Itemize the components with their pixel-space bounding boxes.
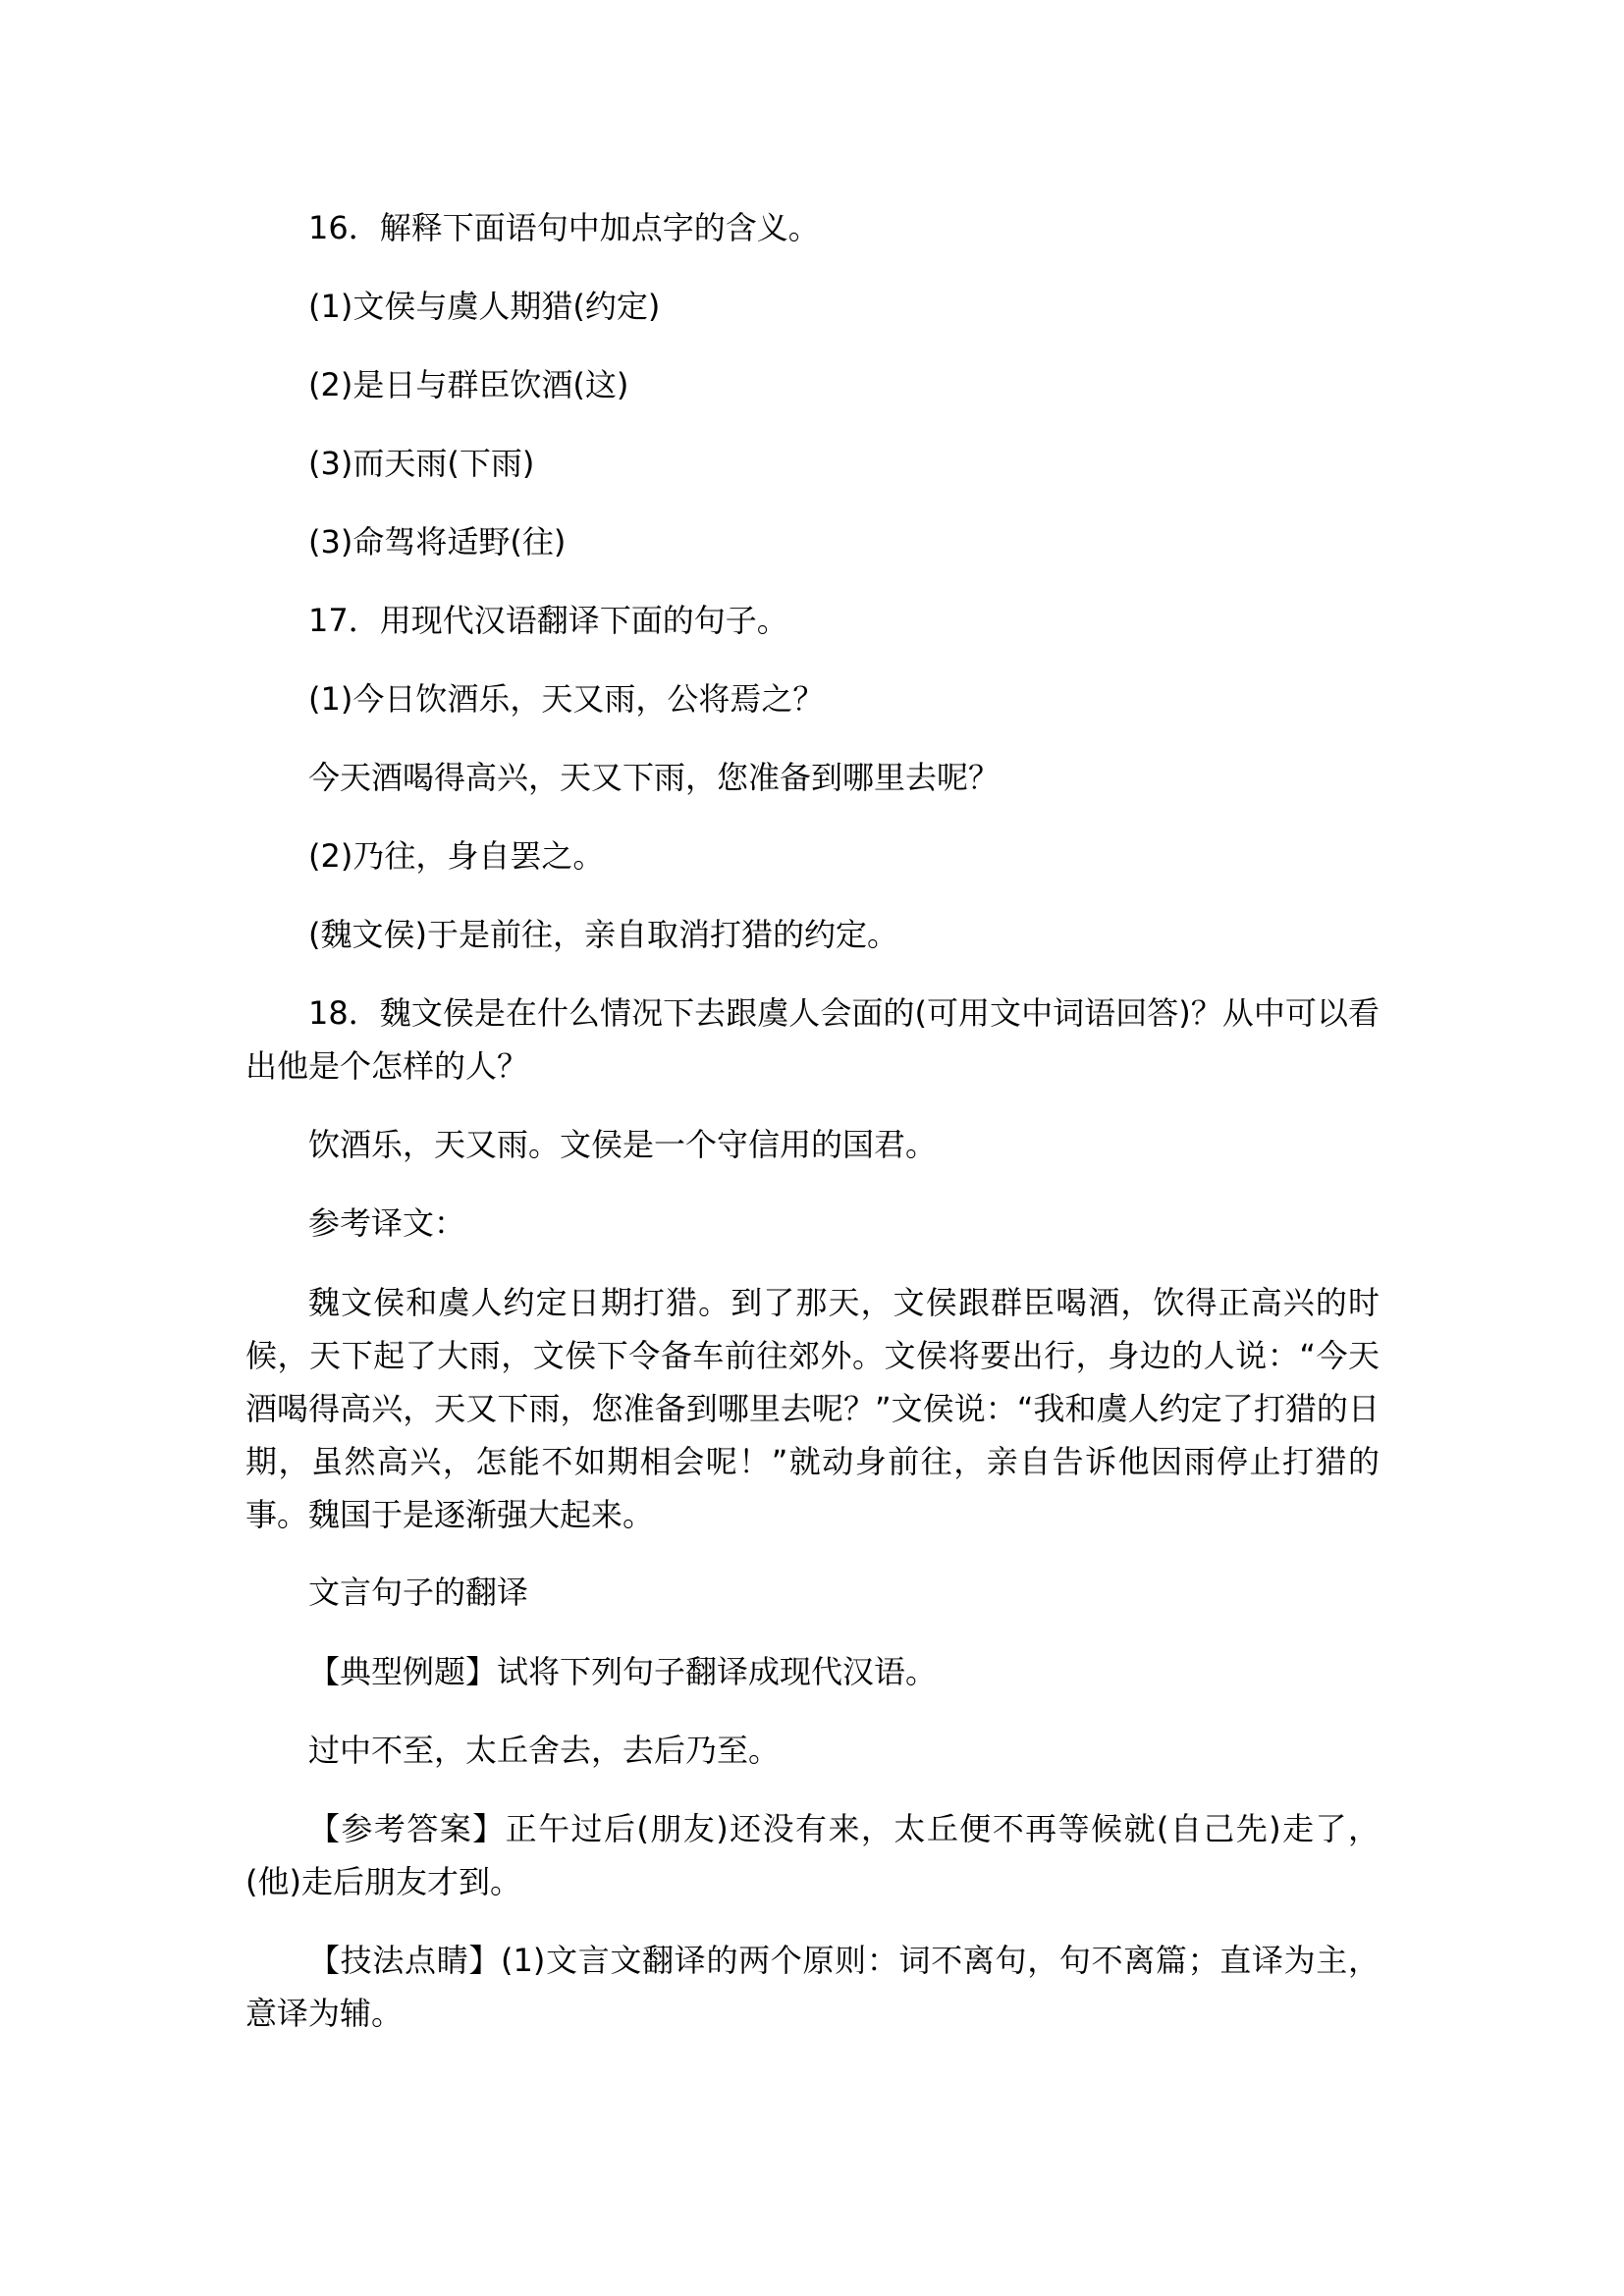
q18-stem: 18．魏文侯是在什么情况下去跟虞人会面的(可用文中词语回答)？从中可以看出他是个怎样的人？ xyxy=(245,994,1380,1085)
technique-tip: 【技法点睛】(1)文言文翻译的两个原则：词不离句，句不离篇；直译为主，意译为辅。 xyxy=(245,1942,1380,2032)
example-sentence: 过中不至，太丘舍去，去后乃至。 xyxy=(308,1732,781,1769)
q17-sentence-1: (1)今日饮酒乐，天又雨，公将焉之？ xyxy=(308,680,825,718)
q16-item-2: (2)是日与群臣饮酒(这) xyxy=(308,366,629,403)
q17-answer-2: (魏文侯)于是前往，亲自取消打猎的约定。 xyxy=(308,916,898,953)
example-prompt: 【典型例题】试将下列句子翻译成现代汉语。 xyxy=(308,1653,938,1690)
translation-body: 魏文侯和虞人约定日期打猎。到了那天，文侯跟群臣喝酒，饮得正高兴的时候，天下起了大雨，文侯下令备车前往郊外。文侯将要出行，身边的人说：“今天酒喝得高兴，天又下雨，您准备到哪里去呢？”文侯说：“我和虞人约定了打猎的日期，虽然高兴，怎能不如期相会呢！”就动身前往，亲自告诉他因雨停止打猎的事。魏国于是逐渐强大起来。 xyxy=(245,1284,1380,1533)
q16-stem: 16．解释下面语句中加点字的含义。 xyxy=(308,209,820,246)
translation-heading: 参考译文： xyxy=(308,1204,466,1242)
q16-item-4: (3)命驾将适野(往) xyxy=(308,523,567,561)
q17-answer-1: 今天酒喝得高兴，天又下雨，您准备到哪里去呢？ xyxy=(308,759,1001,796)
q17-stem: 17．用现代汉语翻译下面的句子。 xyxy=(308,602,788,639)
q17-sentence-2: (2)乃往，身自罢之。 xyxy=(308,837,605,875)
q16-item-1: (1)文侯与虞人期猎(约定) xyxy=(308,288,661,325)
section-title: 文言句子的翻译 xyxy=(308,1574,529,1611)
reference-answer: 【参考答案】正午过后(朋友)还没有来，太丘便不再等候就(自己先)走了，(他)走后朋友才到。 xyxy=(245,1810,1380,1900)
q16-item-3: (3)而天雨(下雨) xyxy=(308,445,535,482)
q18-answer: 饮酒乐，天又雨。文侯是一个守信用的国君。 xyxy=(308,1126,938,1163)
